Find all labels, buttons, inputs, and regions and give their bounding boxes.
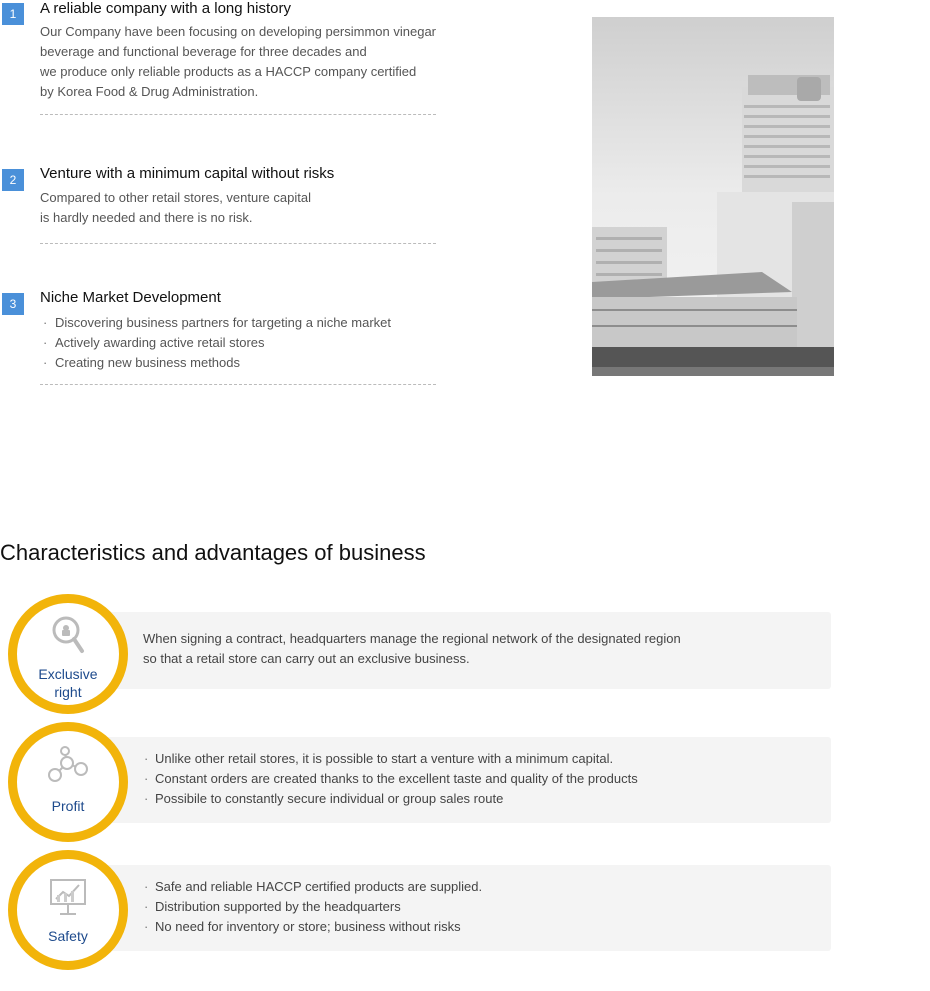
advantage-description: [143, 877, 482, 937]
advantage-description: [143, 749, 638, 809]
feature-title: Venture with a minimum capital without risks: [40, 165, 335, 182]
dashed-divider: [40, 243, 436, 244]
advantage-badge-exclusive-right: [8, 594, 128, 714]
bullet-item: · Distribution supported by the headquarters: [143, 897, 482, 917]
bullet-item: · Creating new business methods: [40, 353, 391, 373]
description-line: Compared to other retail stores, venture capital: [40, 190, 311, 205]
feature-title: A reliable company with a long history: [40, 0, 291, 17]
dashed-divider: [40, 384, 436, 385]
advantage-label: Profit: [51, 798, 85, 814]
bullet-item: · Discovering business partners for targeting a niche market: [40, 313, 391, 333]
bullet-item: · Constant orders are created thanks to the excellent taste and quality of the products: [143, 769, 638, 789]
bullet-item: · No need for inventory or store; business without risks: [143, 917, 482, 937]
description-line: beverage and functional beverage for three decades and: [40, 44, 367, 59]
feature-number-badge: 1: [2, 3, 24, 25]
chart-board-icon: [48, 877, 88, 922]
bullet-item: · Possibile to constantly secure individual or group sales route: [143, 789, 638, 809]
advantage-label: [17, 665, 119, 701]
feature-description: [40, 188, 311, 228]
description-line: we produce only reliable products as a HACCP company certified: [40, 64, 417, 79]
dashed-divider: [40, 114, 436, 115]
description-line: by Korea Food & Drug Administration.: [40, 84, 259, 99]
advantage-card-safety: [98, 865, 831, 951]
feature-number-badge: 2: [2, 169, 24, 191]
magnifier-lock-icon: [51, 615, 85, 662]
feature-description: [40, 313, 391, 373]
network-nodes-icon: [45, 745, 91, 790]
advantage-badge-safety: [8, 850, 128, 970]
description-line: so that a retail store can carry out an exclusive business.: [143, 651, 470, 666]
bullet-item: · Actively awarding active retail stores: [40, 333, 391, 353]
advantage-card-profit: [98, 737, 831, 823]
label-line: Exclusive: [38, 666, 98, 682]
advantage-badge-profit: [8, 722, 128, 842]
advantage-label: Safety: [48, 928, 88, 944]
building-photo: [592, 17, 834, 376]
feature-title: Niche Market Development: [40, 289, 221, 306]
description-line: is hardly needed and there is no risk.: [40, 210, 253, 225]
section-title: Characteristics and advantages of business: [0, 540, 426, 565]
advantage-card-exclusive-right: [98, 612, 831, 689]
advantage-description: [143, 629, 681, 669]
building-illustration: [592, 17, 834, 376]
description-line: Our Company have been focusing on developing persimmon vinegar: [40, 24, 437, 39]
label-line: right: [54, 684, 82, 700]
bullet-item: · Unlike other retail stores, it is possible to start a venture with a minimum capital.: [143, 749, 638, 769]
feature-description: [40, 22, 436, 102]
description-line: When signing a contract, headquarters manage the regional network of the designated region: [143, 631, 681, 646]
bullet-item: · Safe and reliable HACCP certified products are supplied.: [143, 877, 482, 897]
feature-number-badge: 3: [2, 293, 24, 315]
